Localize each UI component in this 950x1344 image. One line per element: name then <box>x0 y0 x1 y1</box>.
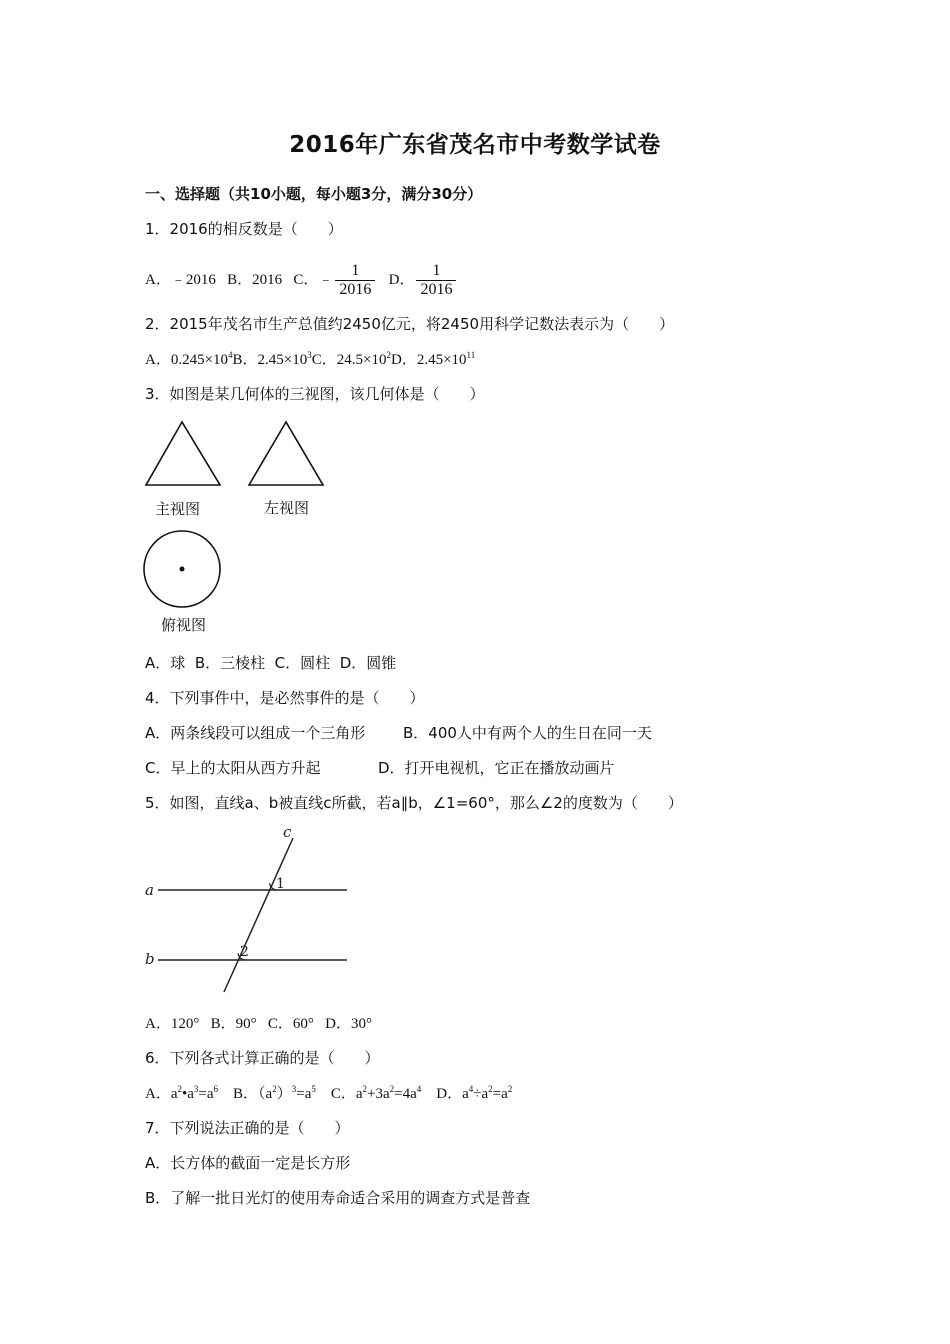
question-1-stem: 1．2016的相反数是（ ） <box>145 220 343 238</box>
q6-option-a <box>145 1086 218 1102</box>
line-c <box>224 838 293 992</box>
q1-c-numerator: 1 <box>351 262 360 279</box>
top-view-center-dot <box>180 567 185 572</box>
label-b: b <box>145 950 155 968</box>
q3-option-c: C．圆柱 <box>274 654 331 672</box>
page-title: 2016年广东省茂名市中考数学试卷 <box>289 132 661 158</box>
label-angle-1: 1 <box>276 876 285 892</box>
q2-b-exponent: 3 <box>307 350 312 360</box>
q4-option-d: D．打开电视机，它正在播放动画片 <box>378 759 615 777</box>
question-6-options <box>145 1082 512 1103</box>
front-view-triangle <box>146 422 220 485</box>
left-view-label: 左视图 <box>264 499 310 517</box>
q7-option-a: A．长方体的截面一定是长方形 <box>145 1154 351 1172</box>
label-c: c <box>283 823 292 841</box>
top-view-label: 俯视图 <box>161 616 207 634</box>
q6-c-part1: C．a <box>330 1086 363 1102</box>
q5-option-a: A．120° <box>145 1016 200 1032</box>
q6-b-part1: B．（a <box>233 1086 273 1102</box>
q6-d-exp3: 2 <box>507 1084 513 1094</box>
q6-a-part1: A．a <box>145 1086 178 1102</box>
q6-d-exp2: 2 <box>488 1084 493 1094</box>
question-2-options <box>145 348 475 369</box>
q6-c-exp2: 2 <box>389 1084 395 1094</box>
q6-b-exp3: 5 <box>311 1084 316 1094</box>
q4-option-b: B．400人中有两个人的生日在同一天 <box>403 724 652 742</box>
q2-d-exponent: 11 <box>466 350 476 360</box>
question-1-options <box>145 262 458 299</box>
q3-option-d: D．圆锥 <box>339 654 397 672</box>
left-view-triangle <box>249 422 323 485</box>
q1-option-c-prefix: C．﹣ <box>293 271 334 288</box>
q2-option-b: B．2.45×10 <box>232 352 308 368</box>
q5-option-b: B．90° <box>210 1016 257 1032</box>
q5-option-c: C．60° <box>267 1016 314 1032</box>
q2-option-a: A．0.245×10 <box>145 352 229 368</box>
question-3-stem: 3．如图是某几何体的三视图，该几何体是（ ） <box>145 385 485 403</box>
q1-c-denominator: 2016 <box>335 280 375 299</box>
q2-a-exponent: 4 <box>228 350 233 360</box>
question-7-stem: 7．下列说法正确的是（ ） <box>145 1119 350 1137</box>
q1-d-denominator: 2016 <box>416 280 456 299</box>
three-view-figure <box>140 418 340 638</box>
q2-c-exponent: 2 <box>386 350 391 360</box>
q1-option-d-prefix: D． <box>388 271 415 288</box>
q6-c-exp3: 4 <box>416 1084 422 1094</box>
q6-c-exp1: 2 <box>362 1084 368 1094</box>
question-3-options <box>145 652 396 673</box>
q7-option-b: B．了解一批日光灯的使用寿命适合采用的调查方式是普查 <box>145 1189 531 1207</box>
q6-d-part3: =a <box>492 1086 508 1102</box>
question-5-stem: 5．如图，直线a、b被直线c所截，若a∥b，∠1=60°，那么∠2的度数为（ ） <box>145 794 683 812</box>
q1-d-numerator: 1 <box>432 262 441 279</box>
q6-b-exp2: 3 <box>291 1084 297 1094</box>
parallel-lines-figure <box>140 822 355 997</box>
label-angle-2: 2 <box>240 944 249 960</box>
q6-b-exp1: 2 <box>272 1084 277 1094</box>
q1-option-a: A．﹣2016 <box>145 271 216 288</box>
q6-d-part1: D．a <box>436 1086 469 1102</box>
q1-option-d-fraction <box>416 262 456 299</box>
q6-a-part3: =a <box>198 1086 214 1102</box>
q6-a-exp2: 3 <box>193 1084 199 1094</box>
q6-d-exp1: 4 <box>468 1084 474 1094</box>
q6-b-part2: ） <box>276 1086 292 1102</box>
q6-c-part2: +3a <box>367 1086 390 1102</box>
q6-option-d <box>436 1086 512 1102</box>
front-view-label: 主视图 <box>155 500 201 518</box>
question-6-stem: 6．下列各式计算正确的是（ ） <box>145 1049 380 1067</box>
q2-option-c: C．24.5×10 <box>311 352 387 368</box>
label-a: a <box>145 881 154 899</box>
q6-d-part2: ÷a <box>473 1086 489 1102</box>
question-4-stem: 4．下列事件中，是必然事件的是（ ） <box>145 689 425 707</box>
question-5-options <box>145 1012 372 1033</box>
question-2-stem: 2．2015年茂名市生产总值约2450亿元，将2450用科学记数法表示为（ ） <box>145 315 675 333</box>
q6-a-exp1: 2 <box>177 1084 182 1094</box>
q3-option-a: A．球 <box>145 654 186 672</box>
q6-b-part3: =a <box>296 1086 312 1102</box>
q2-option-d: D．2.45×10 <box>390 352 467 368</box>
q6-a-part2: •a <box>182 1086 194 1102</box>
q4-option-a: A．两条线段可以组成一个三角形 <box>145 724 366 742</box>
q1-option-c-fraction <box>335 262 375 299</box>
q1-option-b: B．2016 <box>227 271 283 288</box>
q3-option-b: B．三棱柱 <box>194 654 266 672</box>
q5-option-d: D．30° <box>325 1016 372 1032</box>
q6-c-part3: =4a <box>394 1086 417 1102</box>
section-heading: 一、选择题（共10小题，每小题3分，满分30分） <box>145 185 483 203</box>
q6-option-c <box>331 1086 421 1102</box>
q4-option-c: C．早上的太阳从西方升起 <box>145 759 321 777</box>
q6-option-b <box>233 1086 316 1102</box>
q6-a-exp3: 6 <box>213 1084 219 1094</box>
